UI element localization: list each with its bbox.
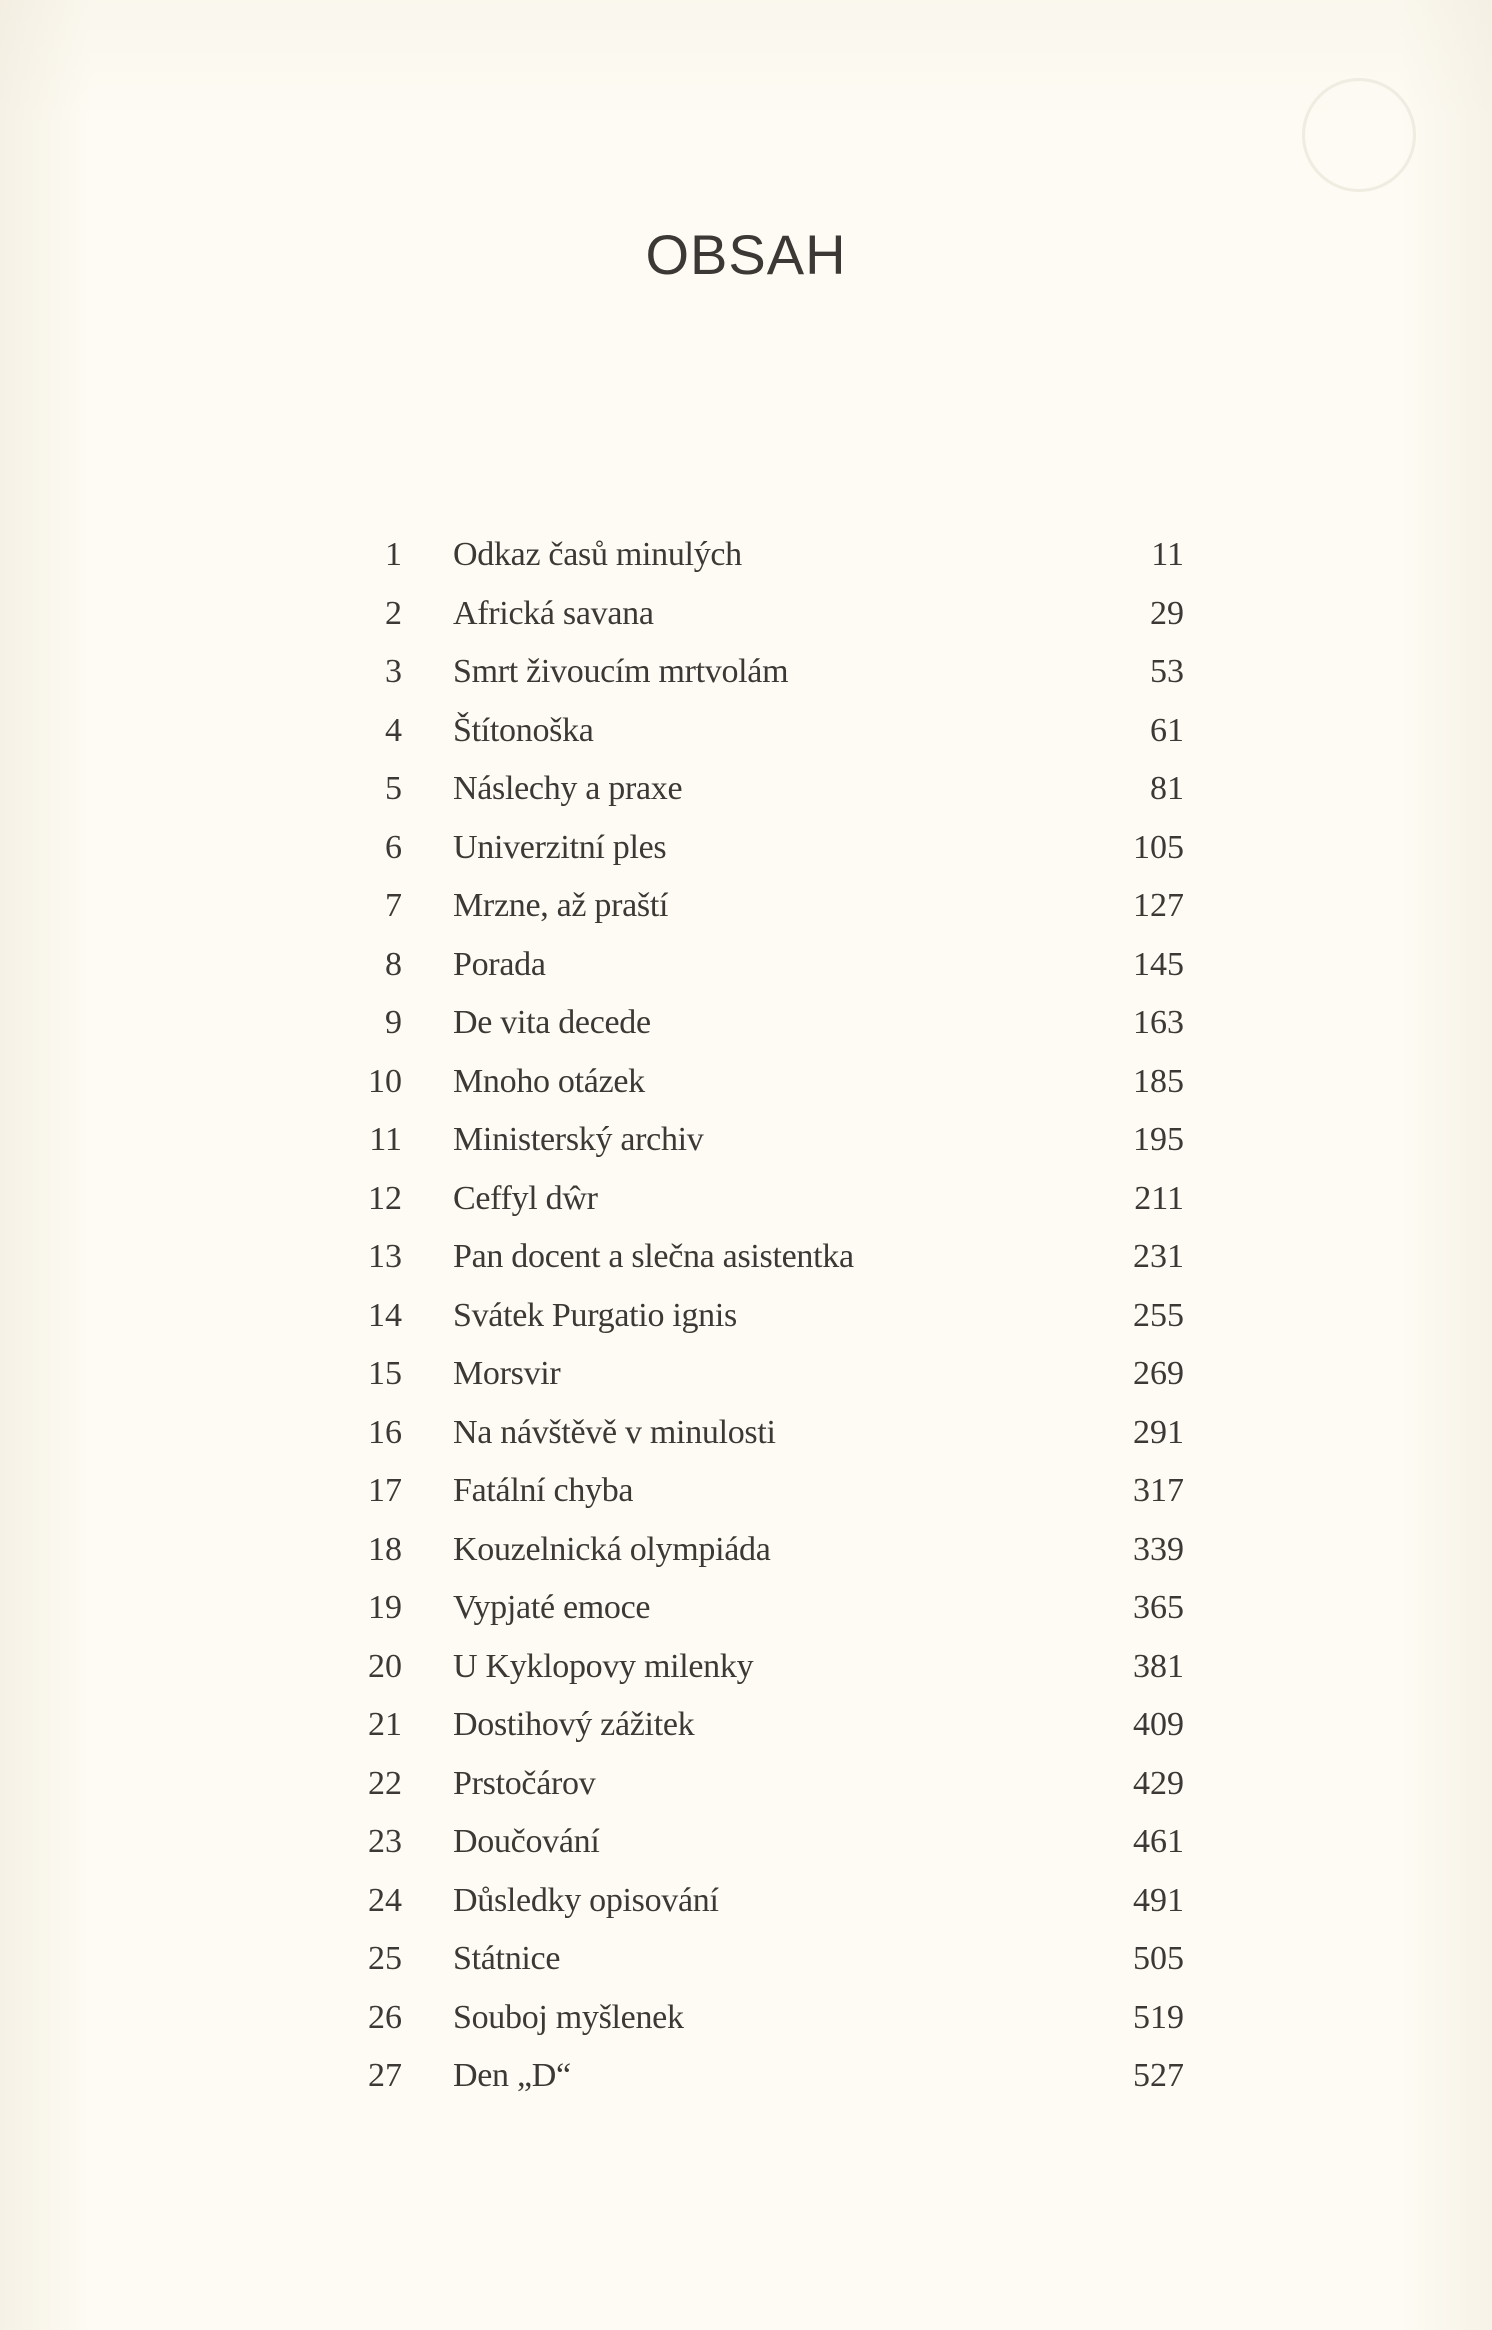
chapter-title[interactable]: Náslechy a praxe [453,770,683,807]
toc-entry[interactable] [0,1408,1492,1467]
chapter-title[interactable]: Odkaz časů minulých [453,536,742,573]
chapter-title[interactable]: Ministerský archiv [453,1121,704,1158]
chapter-title[interactable]: Ceffyl dŵr [453,1179,598,1217]
chapter-title[interactable]: Africká savana [453,594,654,632]
page-number: 145 [1133,945,1184,983]
toc-entry[interactable] [0,1291,1492,1350]
toc-entry[interactable] [0,1466,1492,1525]
chapter-number: 10 [368,1062,402,1100]
chapter-title[interactable]: De vita decede [453,1004,651,1041]
chapter-number: 14 [368,1296,402,1334]
toc-entry[interactable] [0,1174,1492,1233]
chapter-number: 12 [368,1179,402,1217]
page-number: 527 [1133,2057,1184,2094]
page-number: 461 [1133,1823,1184,1860]
chapter-number: 16 [368,1413,402,1451]
chapter-number: 6 [385,828,402,866]
page-title: OBSAH [645,223,847,286]
page-number: 269 [1133,1355,1184,1392]
page-number: 291 [1133,1413,1184,1451]
chapter-number: 2 [385,594,402,632]
toc-entry[interactable] [0,1876,1492,1935]
chapter-number: 5 [385,770,402,807]
chapter-title[interactable]: U Kyklopovy milenky [453,1647,754,1685]
page-number: 339 [1133,1530,1184,1568]
toc-entry[interactable] [0,589,1492,648]
chapter-number: 8 [385,945,402,983]
toc-entry[interactable] [0,1934,1492,1993]
page-number: 195 [1133,1121,1184,1158]
chapter-number: 7 [385,887,402,924]
page-number: 211 [1134,1179,1184,1217]
toc-entry[interactable] [0,1642,1492,1701]
chapter-number: 9 [385,1004,402,1041]
toc-entry[interactable] [0,1115,1492,1174]
page-number: 429 [1133,1764,1184,1802]
chapter-title[interactable]: Morsvir [453,1355,561,1392]
page-number: 491 [1133,1881,1184,1919]
page-number: 255 [1133,1296,1184,1334]
chapter-number: 27 [368,2057,402,2094]
toc-entry[interactable] [0,2051,1492,2110]
chapter-title[interactable]: Souboj myšlenek [453,1998,684,2036]
toc-entry[interactable] [0,940,1492,999]
toc-entry[interactable] [0,1817,1492,1876]
chapter-number: 20 [368,1647,402,1685]
chapter-number: 25 [368,1940,402,1977]
chapter-number: 11 [369,1121,402,1158]
chapter-title[interactable]: Doučování [453,1823,600,1860]
chapter-number: 18 [368,1530,402,1568]
toc-entry[interactable] [0,823,1492,882]
chapter-number: 24 [368,1881,402,1919]
toc-entry[interactable] [0,1349,1492,1408]
chapter-title[interactable]: Den „D“ [453,2057,571,2094]
page-number: 185 [1133,1062,1184,1100]
chapter-number: 21 [368,1706,402,1743]
toc-entry[interactable] [0,1057,1492,1116]
chapter-title[interactable]: Pan docent a slečna asistentka [453,1238,854,1275]
toc-entry[interactable] [0,1583,1492,1642]
chapter-number: 15 [368,1355,402,1392]
toc-entry[interactable] [0,998,1492,1057]
page-number: 505 [1133,1940,1184,1977]
chapter-title[interactable]: Prstočárov [453,1764,596,1802]
page-number: 61 [1150,711,1184,749]
page-number: 127 [1133,887,1184,924]
page-number: 231 [1133,1238,1184,1275]
chapter-title[interactable]: Mrzne, až praští [453,887,669,924]
toc-entry[interactable] [0,706,1492,765]
chapter-number: 13 [368,1238,402,1275]
chapter-number: 22 [368,1764,402,1802]
chapter-title[interactable]: Porada [453,945,546,983]
toc-entry[interactable] [0,1525,1492,1584]
page-number: 53 [1150,653,1184,690]
toc-entry[interactable] [0,881,1492,940]
page-number: 81 [1150,770,1184,807]
bleed-through-circle-mark-icon [1302,78,1416,192]
chapter-number: 1 [385,536,402,573]
page-number: 29 [1150,594,1184,632]
chapter-title[interactable]: Kouzelnická olympiáda [453,1530,771,1568]
chapter-title[interactable]: Mnoho otázek [453,1062,645,1100]
toc-entry[interactable] [0,530,1492,589]
toc-entry[interactable] [0,1232,1492,1291]
page-number: 381 [1133,1647,1184,1685]
chapter-title[interactable]: Univerzitní ples [453,828,667,866]
chapter-title[interactable]: Svátek Purgatio ignis [453,1296,737,1334]
page-number: 163 [1133,1004,1184,1041]
chapter-number: 3 [385,653,402,690]
chapter-number: 19 [368,1589,402,1626]
chapter-number: 4 [385,711,402,749]
chapter-title[interactable]: Důsledky opisování [453,1881,719,1919]
chapter-title[interactable]: Štítonoška [453,711,594,749]
page-number: 519 [1133,1998,1184,2036]
toc-entry[interactable] [0,647,1492,706]
toc-entry[interactable] [0,1993,1492,2052]
chapter-title[interactable]: Dostihový zážitek [453,1706,695,1743]
chapter-number: 26 [368,1998,402,2036]
page-number: 409 [1133,1706,1184,1743]
chapter-title[interactable]: Státnice [453,1940,561,1977]
page-number: 11 [1151,536,1184,573]
table-of-contents [0,530,1492,2110]
page-number: 317 [1133,1472,1184,1509]
chapter-number: 17 [368,1472,402,1509]
chapter-title[interactable]: Smrt živoucím mrtvolám [453,653,789,690]
chapter-title[interactable]: Fatální chyba [453,1472,634,1509]
toc-entry[interactable] [0,764,1492,823]
chapter-title[interactable]: Na návštěvě v minulosti [453,1413,776,1451]
toc-entry[interactable] [0,1700,1492,1759]
chapter-number: 23 [368,1823,402,1860]
toc-entry[interactable] [0,1759,1492,1818]
page-number: 365 [1133,1589,1184,1626]
chapter-title[interactable]: Vypjaté emoce [453,1589,651,1626]
page-number: 105 [1133,828,1184,866]
